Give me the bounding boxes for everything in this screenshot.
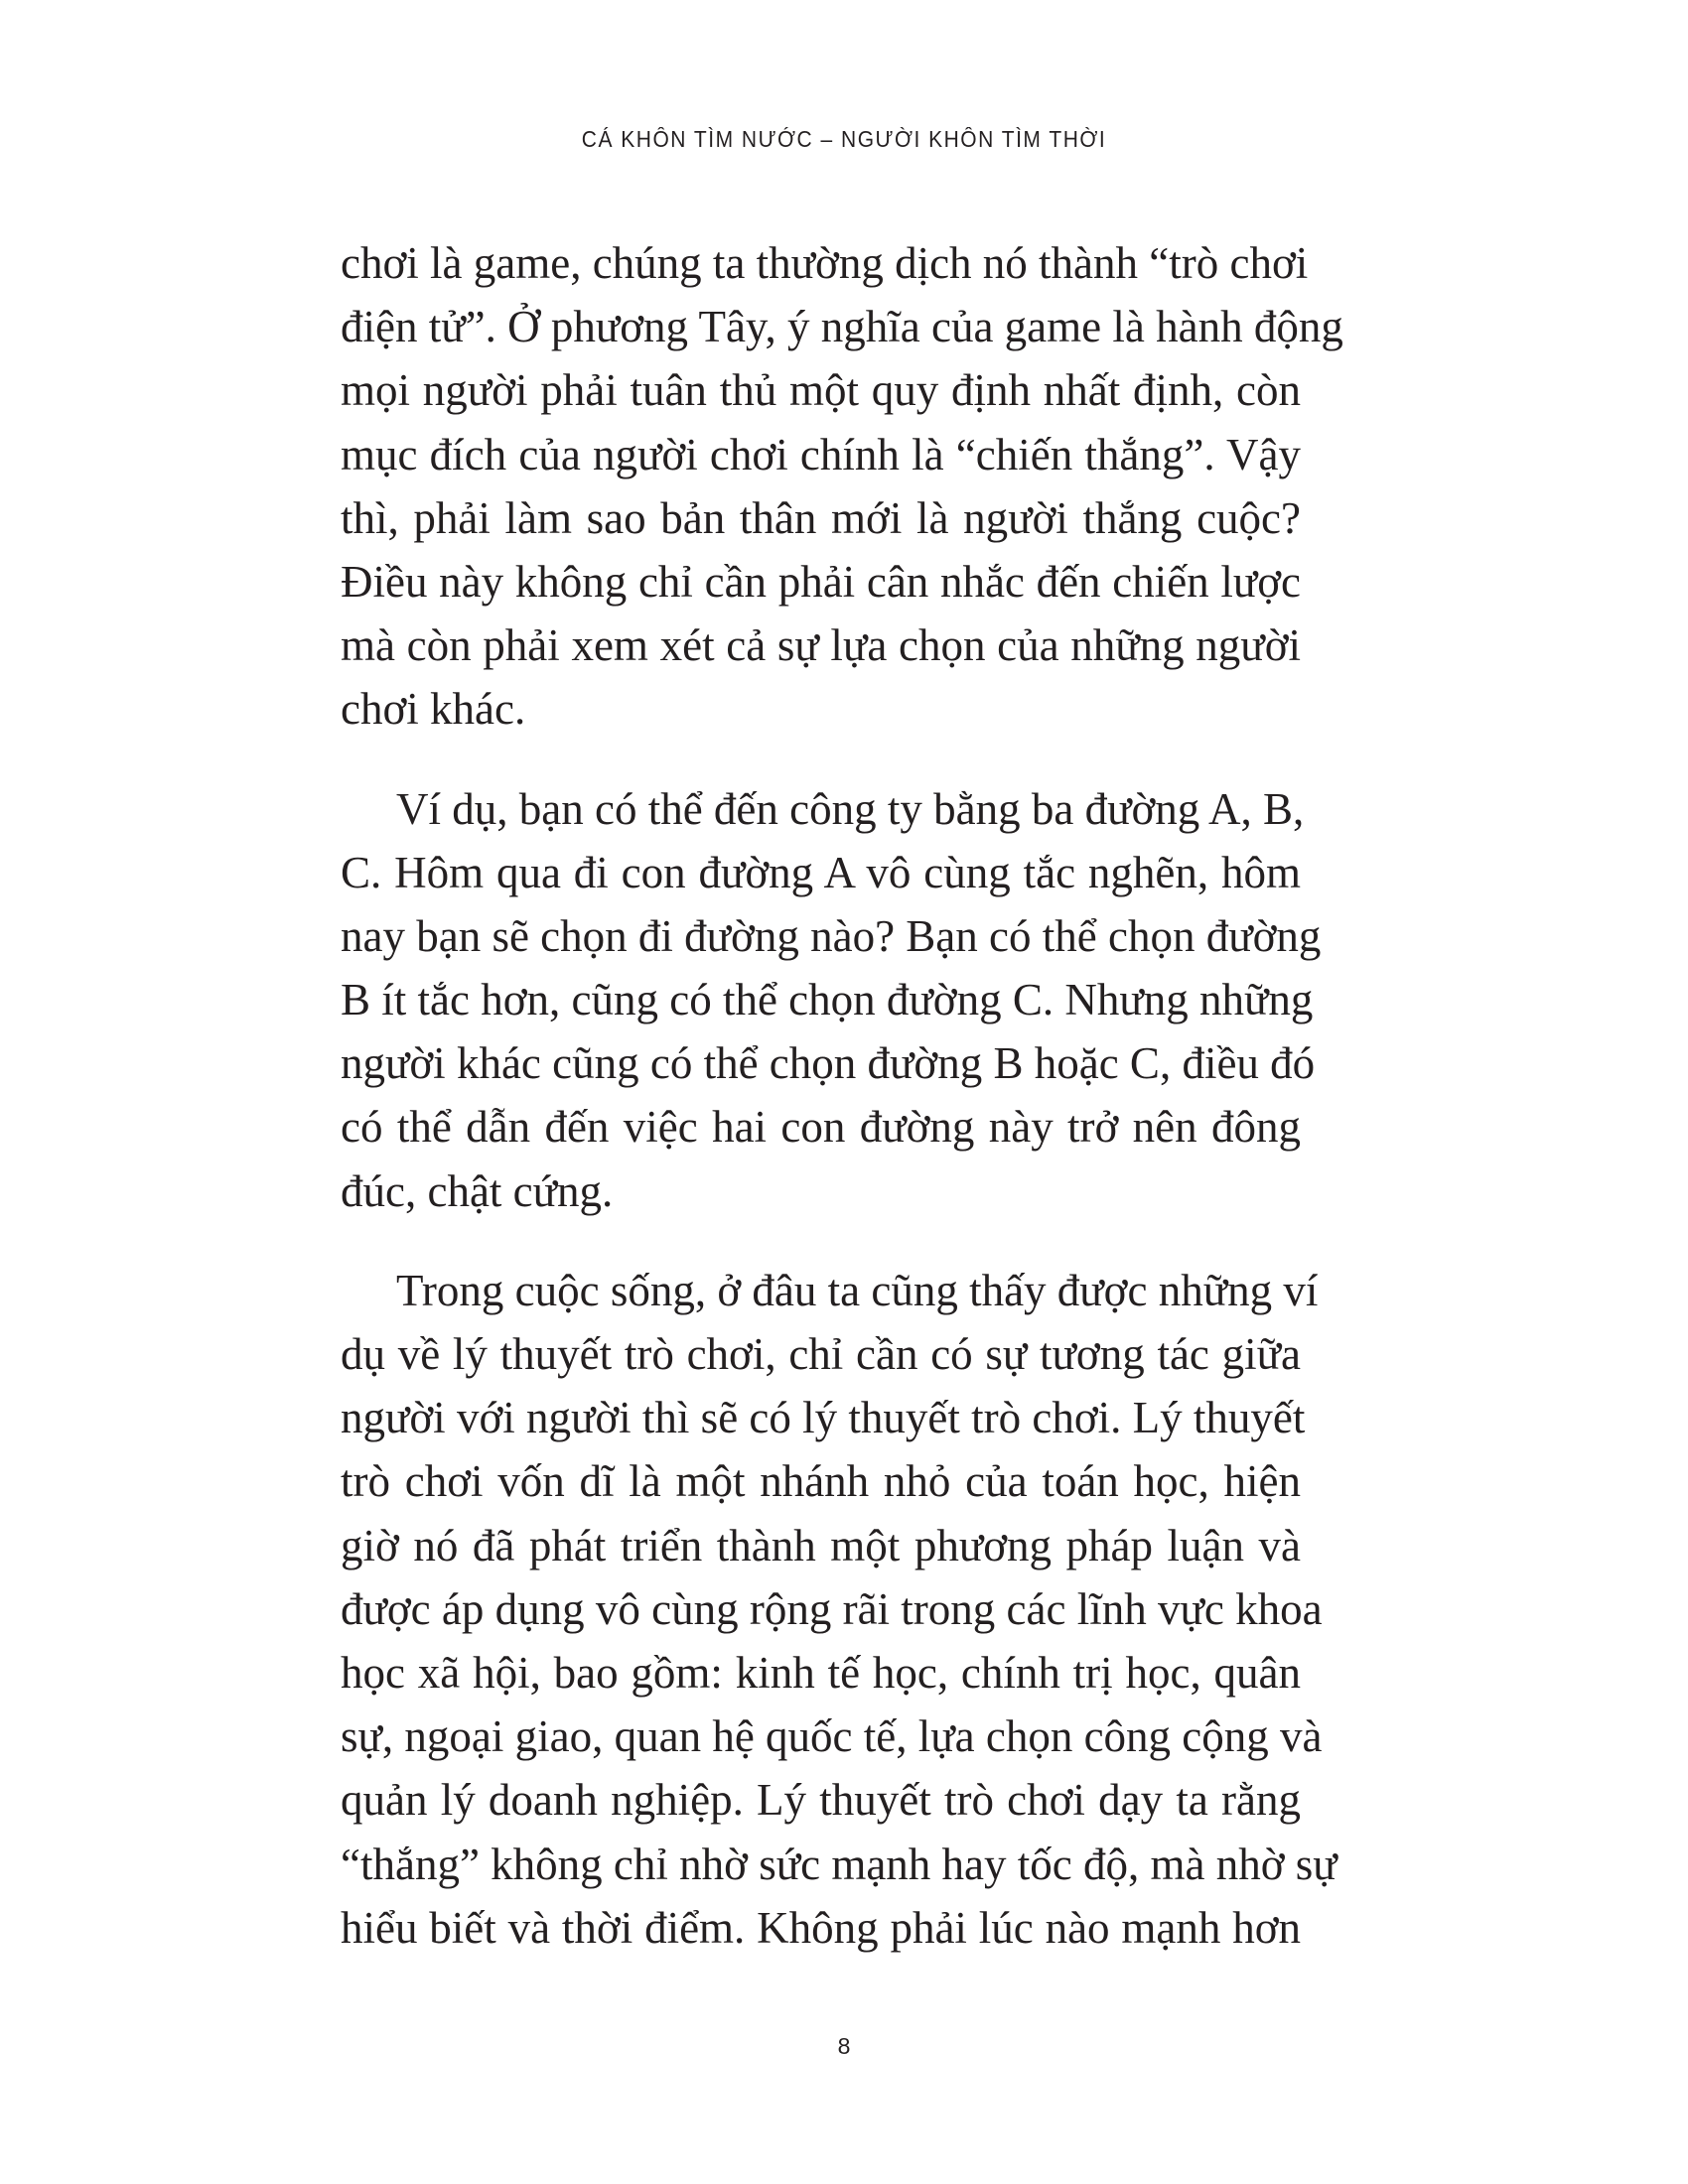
page-body (341, 231, 1343, 1995)
text-line: mục đích của người chơi chính là “chiến thắng”. Vậy (341, 429, 1301, 479)
text-line: C. Hôm qua đi con đường A vô cùng tắc nghẽn, hôm (341, 847, 1301, 897)
text-line: dụ về lý thuyết trò chơi, chỉ cần có sự tương tác giữa (341, 1329, 1301, 1379)
text-line: giờ nó đã phát triển thành một phương pháp luận và (341, 1520, 1301, 1570)
text-line: mọi người phải tuân thủ một quy định nhất định, còn (341, 365, 1301, 416)
text-line: chơi là game, chúng ta thường dịch nó thành “trò chơi (341, 238, 1309, 288)
text-line: người khác cũng có thể chọn đường B hoặc C, điều đó (341, 1038, 1316, 1089)
running-header: CÁ KHÔN TÌM NƯỚC – NGƯỜI KHÔN TÌM THỜI (581, 127, 1107, 153)
text-line: chơi khác. (341, 684, 526, 735)
paragraph-3 (341, 1259, 1337, 1960)
page-number: 8 (837, 2033, 851, 2059)
text-line: “thắng” không chỉ nhờ sức mạnh hay tốc độ, mà nhờ sự (341, 1839, 1337, 1889)
text-line: có thể dẫn đến việc hai con đường này trở nên đông (341, 1102, 1301, 1153)
paragraph-1 (341, 231, 1343, 742)
text-line: hiểu biết và thời điểm. Không phải lúc nào mạnh hơn (341, 1902, 1301, 1953)
text-line: Trong cuộc sống, ở đâu ta cũng thấy được những ví (396, 1265, 1319, 1315)
paragraph-2 (341, 777, 1322, 1223)
text-line: người với người thì sẽ có lý thuyết trò chơi. Lý thuyết (341, 1393, 1306, 1443)
text-line: trò chơi vốn dĩ là một nhánh nhỏ của toán học, hiện (341, 1456, 1301, 1507)
text-line: Ví dụ, bạn có thể đến công ty bằng ba đường A, B, (396, 783, 1305, 834)
text-line: thì, phải làm sao bản thân mới là người thắng cuộc? (341, 492, 1301, 543)
text-line: được áp dụng vô cùng rộng rãi trong các lĩnh vực khoa (341, 1583, 1323, 1634)
text-line: điện tử”. Ở phương Tây, ý nghĩa của game là hành động (341, 302, 1343, 352)
text-line: Điều này không chỉ cần phải cân nhắc đến chiến lược (341, 556, 1301, 607)
text-line: đúc, chật cứng. (341, 1165, 614, 1216)
text-line: nay bạn sẽ chọn đi đường nào? Bạn có thể chọn đường (341, 910, 1322, 961)
text-line: sự, ngoại giao, quan hệ quốc tế, lựa chọn công cộng và (341, 1711, 1323, 1762)
text-line: quản lý doanh nghiệp. Lý thuyết trò chơi dạy ta rằng (341, 1775, 1301, 1826)
text-line: mà còn phải xem xét cả sự lựa chọn của những người (341, 620, 1301, 671)
text-line: học xã hội, bao gồm: kinh tế học, chính trị học, quân (341, 1647, 1301, 1698)
text-line: B ít tắc hơn, cũng có thể chọn đường C. Nhưng những (341, 975, 1314, 1025)
